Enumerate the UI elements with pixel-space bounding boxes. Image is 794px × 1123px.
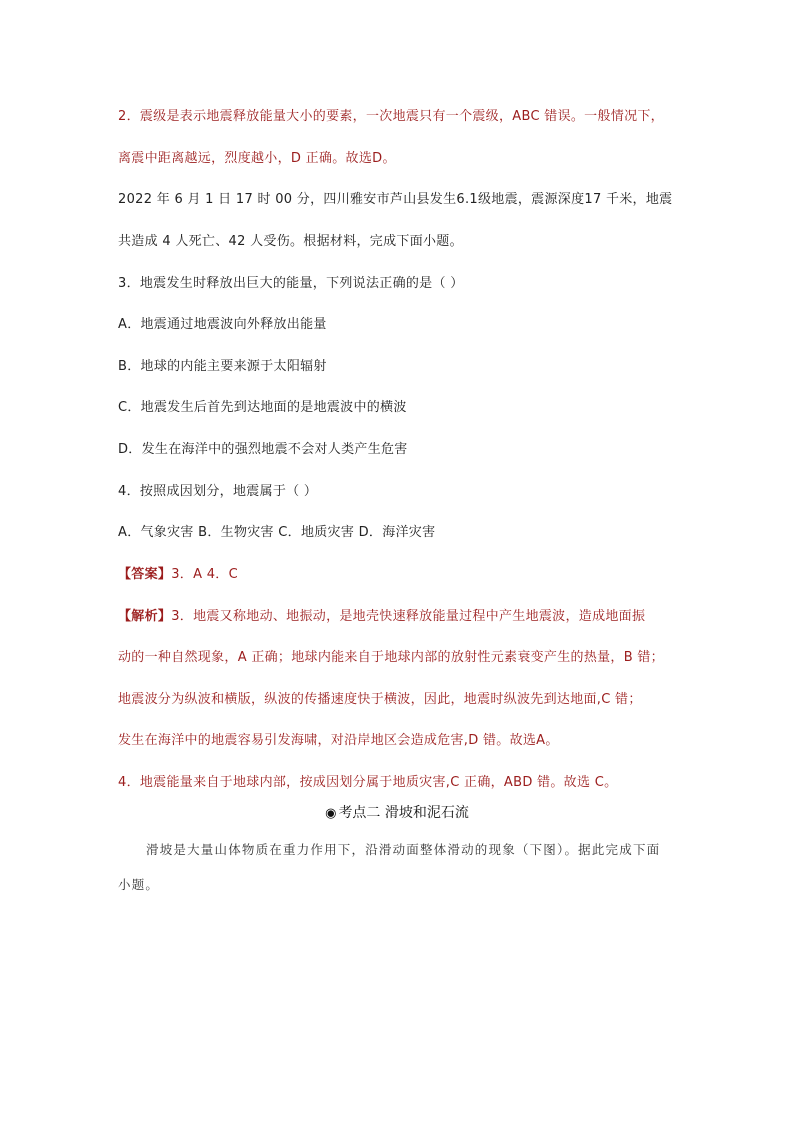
q2-explanation-line-1: 2．震级是表示地震释放能量大小的要素，一次地震只有一个震级，ABC 错误。一般情况下， (118, 109, 664, 124)
intro-line-1: 滑坡是大量山体物质在重力作用下，沿滑动面整体滑动的现象（下图）。据此完成下面 (146, 842, 661, 857)
question-3-stem: 3．地震发生时释放出巨大的能量，下列说法正确的是（ ） (118, 276, 464, 291)
question-4-stem: 4．按照成因划分，地震属于（ ） (118, 484, 318, 499)
analysis-line-4: 发生在海洋中的地震容易引发海啸，对沿岸地区会造成危害,D 错。故选A。 (118, 733, 559, 748)
question-4-options: A．气象灾害 B．生物灾害 C．地质灾害 D．海洋灾害 (118, 525, 436, 540)
question-3-option-b: B．地球的内能主要来源于太阳辐射 (118, 359, 327, 374)
section-title: 考点二 滑坡和泥石流 (338, 805, 469, 821)
answer-tag: 【答案】 (118, 567, 172, 582)
bullet-circle-icon: ◉ (325, 806, 337, 821)
material-line-1: 2022 年 6 月 1 日 17 时 00 分，四川雅安市芦山县发生6.1级地震，震源深度17 千米，地震 (118, 192, 673, 207)
q2-explanation-line-2: 离震中距离越远，烈度越小，D 正确。故选D。 (118, 151, 396, 166)
analysis-text-1: 3．地震又称地动、地振动，是地壳快速释放能量过程中产生地震波，造成地面振 (171, 609, 646, 624)
material-line-2: 共造成 4 人死亡、42 人受伤。根据材料，完成下面小题。 (118, 234, 463, 249)
intro-line-2: 小题。 (118, 877, 160, 892)
analysis-line-5: 4．地震能量来自于地球内部，按成因划分属于地质灾害,C 正确，ABD 错。故选 C。 (118, 775, 618, 790)
section-heading (0, 803, 794, 824)
question-3-option-a: A．地震通过地震波向外释放出能量 (118, 317, 327, 332)
question-3-option-c: C．地震发生后首先到达地面的是地震波中的横波 (118, 400, 407, 415)
analysis-tag: 【解析】 (118, 609, 172, 624)
analysis-line-2: 动的一种自然现象，A 正确；地球内能来自于地球内部的放射性元素衰变产生的热量，B 错； (118, 650, 664, 665)
answer-line (118, 566, 238, 584)
question-3-option-d: D．发生在海洋中的强烈地震不会对人类产生危害 (118, 442, 408, 457)
analysis-line-1 (118, 608, 645, 626)
answer-text: 3．A 4．C (171, 567, 238, 582)
analysis-line-3: 地震波分为纵波和横版，纵波的传播速度快于横波，因此，地震时纵波先到达地面,C 错； (118, 692, 642, 707)
